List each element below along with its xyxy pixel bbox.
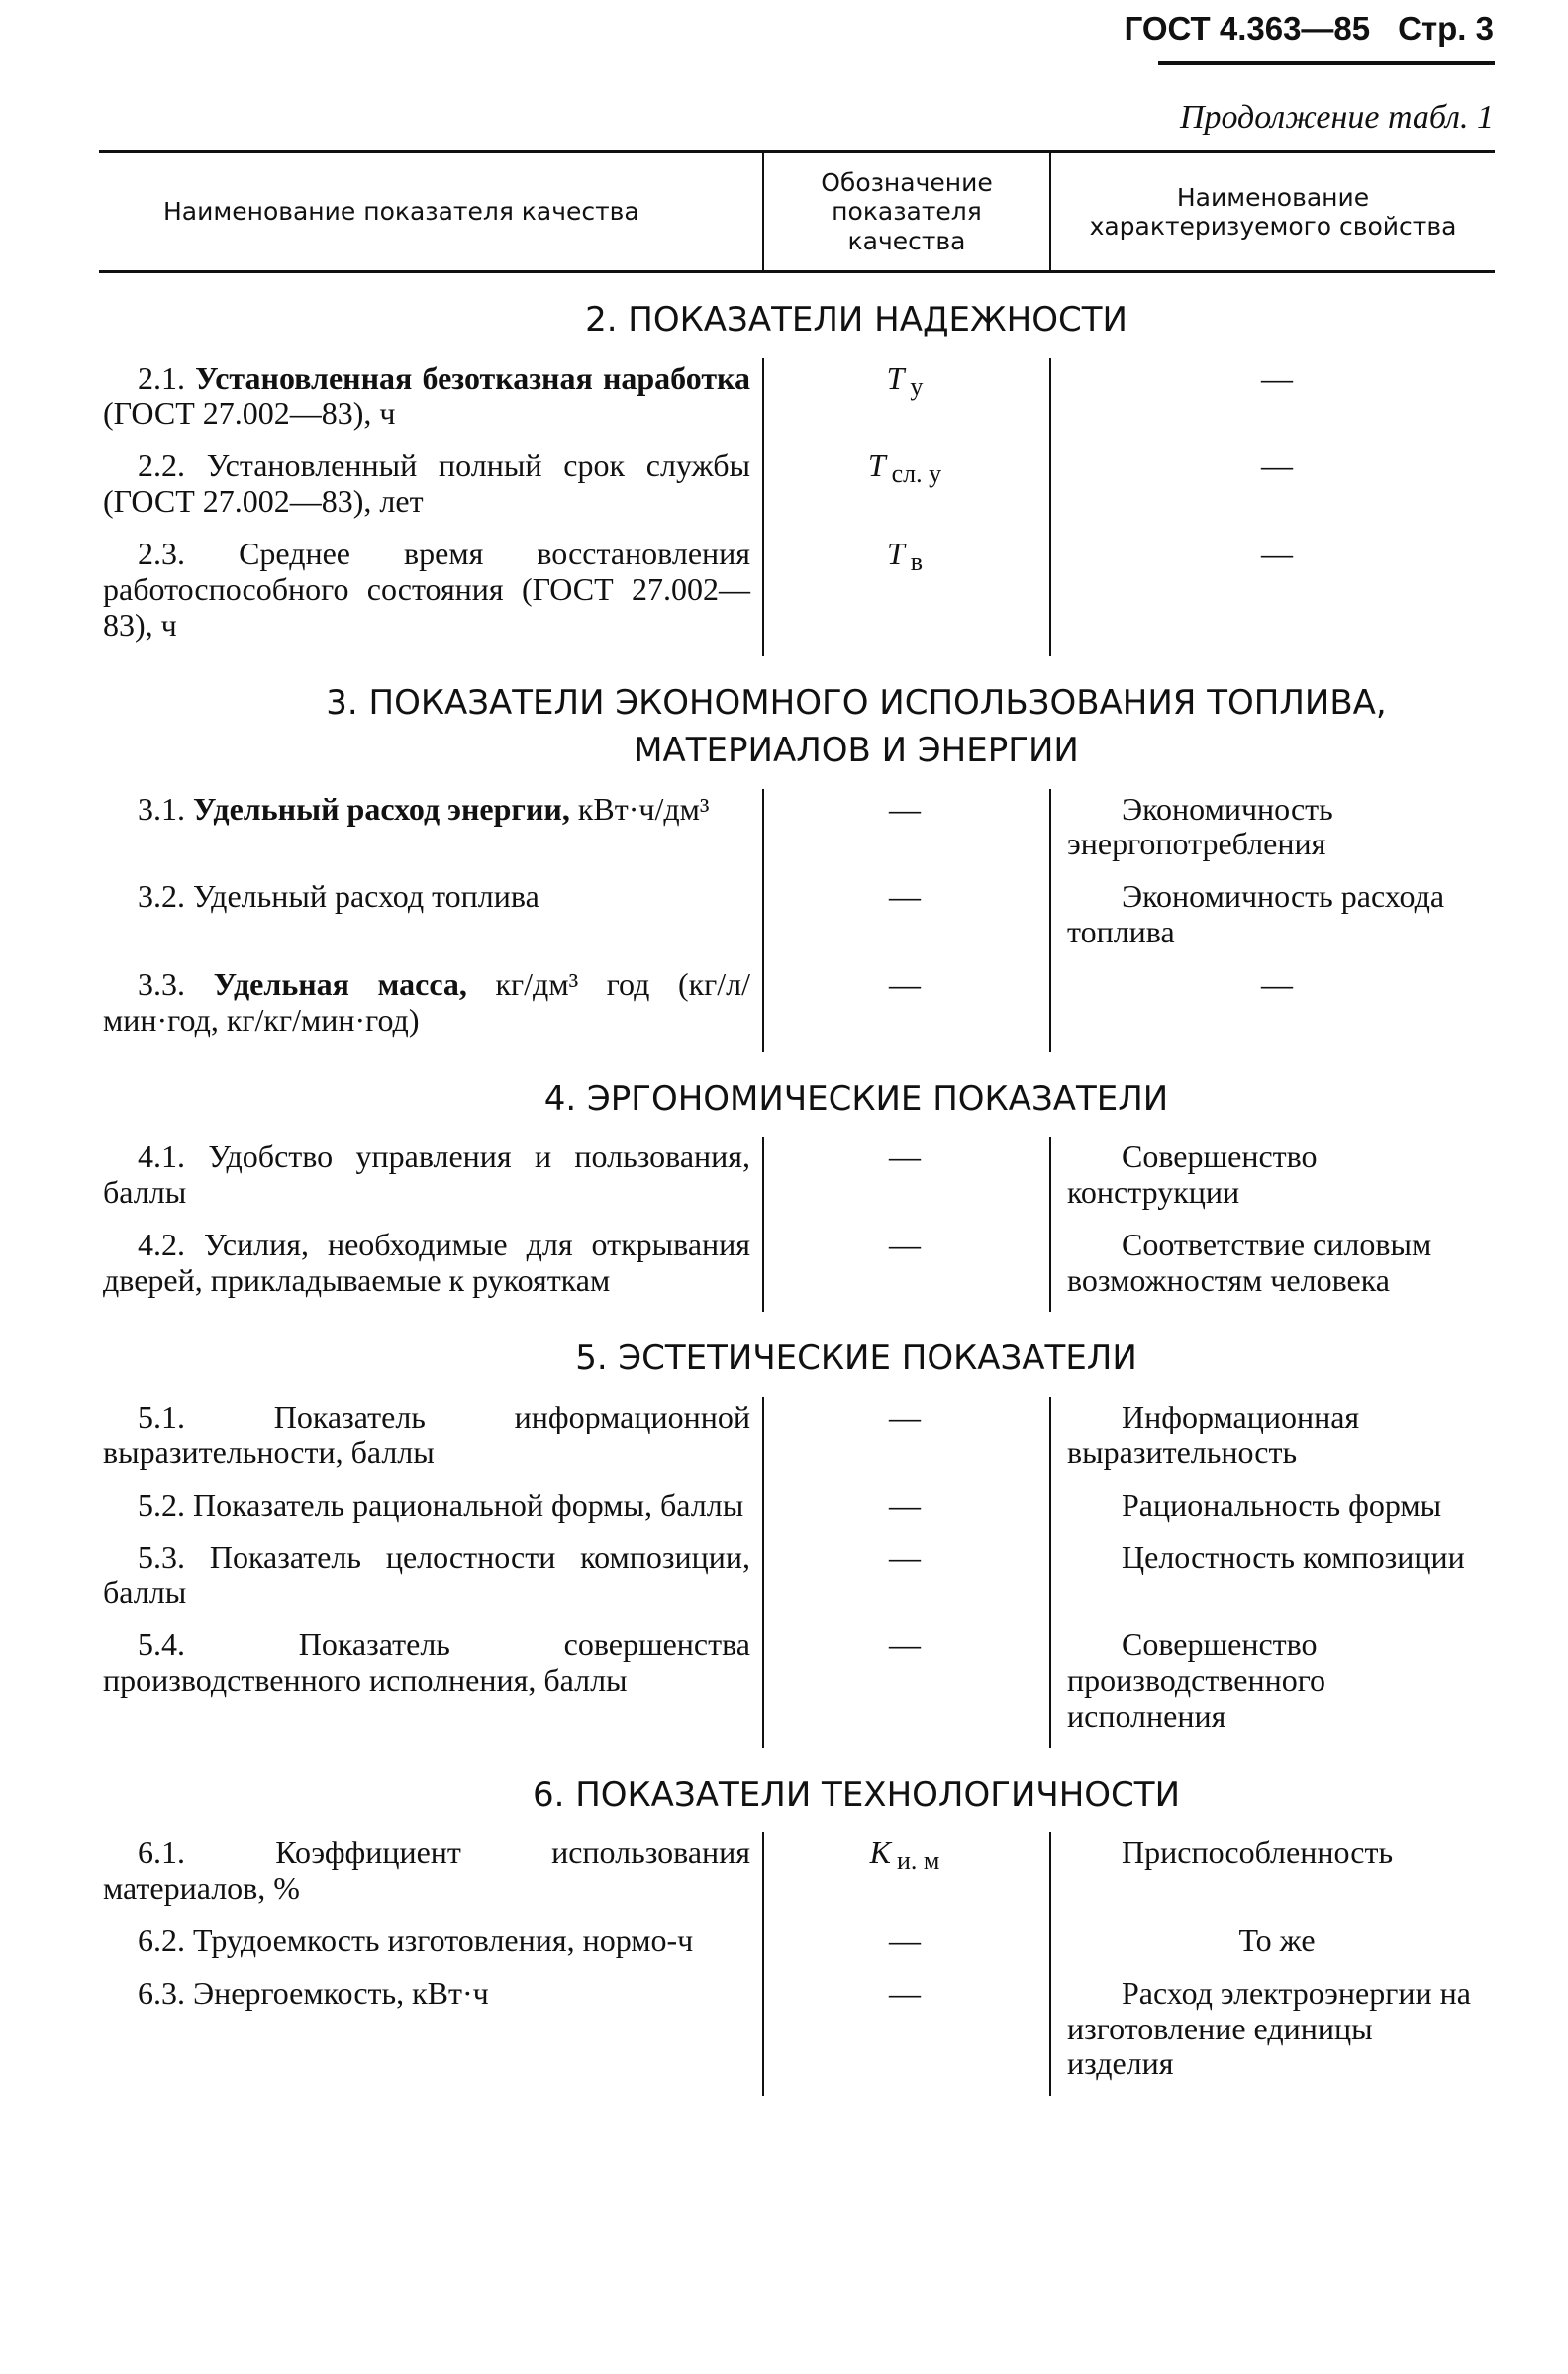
indicator-name-bold: Установленная безотказная наработка [195,359,751,396]
indicator-number: 6.1. [138,1834,185,1871]
property-name-cell: Целостность композиции [1049,1537,1495,1626]
property-name-cell: — [1049,534,1495,656]
indicator-number: 2.1. [138,359,185,396]
indicator-code-cell [762,358,1049,446]
indicator-name: Удобство управления и пользования, баллы [103,1138,751,1210]
property-name-cell: Экономичность энергопотребления [1049,789,1495,877]
indicator-name: Энергоемкость, кВт·ч [193,1974,489,2011]
header-rule [1158,61,1495,65]
indicator-code-cell [762,964,1049,1052]
indicator-code: — [889,1486,921,1523]
indicator-number: 5.4. [138,1627,185,1663]
indicator-code-cell [762,876,1049,964]
indicator-code-subscript: у [910,371,924,401]
property-name-cell: Рациональность формы [1049,1485,1495,1537]
indicator-number: 5.2. [138,1486,185,1523]
indicator-code: T [886,359,905,396]
indicator-name: Усилия, необходимые для открывания дверей, прикладываемые к рукояткам [103,1226,750,1298]
section-rows [99,789,1495,1052]
indicator-number: 5.3. [138,1538,185,1575]
property-name-cell: Приспособленность [1049,1832,1495,1921]
indicator-code-cell [762,1625,1049,1747]
section-title: 5. ЭСТЕТИЧЕСКИЕ ПОКАЗАТЕЛИ [575,1338,1137,1379]
indicator-number: 2.3. [138,535,185,571]
property-name-cell: Соответствие силовым возможностям человека [1049,1225,1495,1313]
indicator-code-cell [762,1921,1049,1973]
section-title: 6. ПОКАЗАТЕЛИ ТЕХНОЛОГИЧНОСТИ [532,1774,1181,1815]
property-name-cell: — [1049,964,1495,1052]
standard-number: ГОСТ 4.363—85 [1124,10,1371,47]
indicator-name: Показатель совершенства производственного исполнения, баллы [103,1627,751,1699]
section-rows [99,1397,1495,1748]
indicator-number: 2.2. [138,447,185,484]
indicator-code: — [889,1138,921,1175]
indicator-name-cell [99,1973,762,2096]
indicator-code: T [867,447,886,484]
indicator-name-cell [99,1625,762,1747]
indicator-name: Коэффициент использования материалов, % [103,1834,750,1907]
indicator-code: — [889,1627,921,1663]
section-rows [99,358,1495,657]
indicator-number: 3.1. [138,790,185,827]
section-title: 3. ПОКАЗАТЕЛИ ЭКОНОМНОГО ИСПОЛЬЗОВАНИЯ ТОПЛИВА, МАТЕРИАЛОВ И ЭНЕРГИИ [326,683,1387,770]
property-name-cell: Экономичность расхода топлива [1049,876,1495,964]
indicator-code: — [889,790,921,827]
quality-indicators-table [99,150,1495,2096]
property-name-cell: Совершенство конструкции [1049,1137,1495,1225]
table-continuation-label: Продолжение табл. 1 [1179,99,1494,136]
property-name-cell: — [1049,445,1495,534]
column-header-property-name: Наименование характеризуемого свойства [1049,153,1495,270]
indicator-name-cell [99,358,762,446]
indicator-code-subscript: и. м [896,1846,940,1876]
indicator-name: Удельный расход топлива [193,878,539,915]
indicator-number: 6.2. [138,1922,185,1958]
indicator-name-cell [99,534,762,656]
indicator-name-cell [99,1225,762,1313]
indicator-code-cell [762,1832,1049,1921]
property-name-cell: — [1049,358,1495,446]
property-name-cell: Информационная выразительность [1049,1397,1495,1485]
indicator-number: 6.3. [138,1974,185,2011]
indicator-code-cell [762,1137,1049,1225]
indicator-name-cell [99,1485,762,1537]
indicator-name: Показатель информационной выразительности, баллы [103,1399,750,1470]
section-rows [99,1832,1495,2096]
indicator-name: Среднее время восстановления работоспособного состояния (ГОСТ 27.002—83), ч [103,535,751,643]
property-name-cell: Расход электроэнергии на изготовление единицы изделия [1049,1973,1495,2096]
indicator-number: 3.3. [138,965,185,1002]
indicator-number: 4.2. [138,1226,185,1262]
indicator-name-cell [99,1832,762,1921]
indicator-name-cell [99,1921,762,1973]
property-name-cell: То же [1049,1921,1495,1973]
section-title: 2. ПОКАЗАТЕЛИ НАДЕЖНОСТИ [585,300,1127,340]
indicator-name-cell [99,1137,762,1225]
indicator-code: K [869,1834,891,1871]
indicator-code: T [886,535,905,571]
indicator-code-cell [762,1973,1049,2096]
indicator-code-cell [762,534,1049,656]
indicator-code-subscript: сл. у [891,459,942,489]
indicator-name: Установленный полный срок службы (ГОСТ 27.002—83), лет [103,447,751,520]
section-title: 4. ЭРГОНОМИЧЕСКИЕ ПОКАЗАТЕЛИ [543,1078,1169,1119]
indicator-code-cell [762,1537,1049,1626]
indicator-name: Трудоемкость изготовления, нормо-ч [193,1922,694,1958]
indicator-code: — [889,965,921,1002]
indicator-name-cell [99,1537,762,1626]
indicator-name-cell [99,876,762,964]
indicator-name-cell [99,964,762,1052]
property-name-cell: Совершенство производственного исполнения [1049,1625,1495,1747]
indicator-name: кг/дм³ год (кг/л/мин·год, кг/кг/мин·год) [103,965,751,1038]
indicator-code: — [889,1922,921,1958]
indicator-code: — [889,878,921,915]
column-header-indicator-code: Обозначение показателя качества [762,153,1049,270]
indicator-name: Показатель целостности композиции, баллы [103,1538,751,1611]
indicator-name: Показатель рациональной формы, баллы [193,1486,744,1523]
section-rows [99,1137,1495,1312]
indicator-number: 5.1. [138,1399,185,1435]
indicator-name-cell [99,1397,762,1485]
indicator-code: — [889,1399,921,1435]
indicator-number: 4.1. [138,1138,185,1175]
column-header-indicator-name: Наименование показателя качества [163,197,639,227]
indicator-number: 3.2. [138,878,185,915]
indicator-code-cell [762,445,1049,534]
indicator-code-cell [762,1485,1049,1537]
indicator-code-subscript: в [910,546,924,576]
indicator-code: — [889,1226,921,1262]
page-number: Стр. 3 [1398,10,1494,47]
indicator-code-cell [762,789,1049,877]
indicator-code-cell [762,1397,1049,1485]
table-sections [99,297,1495,2096]
indicator-code: — [889,1974,921,2011]
page-header [1125,10,1494,48]
indicator-name-bold: Удельный расход энергии, [193,790,570,827]
indicator-name: кВт·ч/дм³ [569,790,710,827]
indicator-name: (ГОСТ 27.002—83), ч [103,395,396,432]
indicator-code: — [889,1538,921,1575]
table-column-headers [99,153,1495,273]
indicator-name-cell [99,789,762,877]
indicator-name-bold: Удельная масса, [213,965,467,1002]
indicator-name-cell [99,445,762,534]
indicator-code-cell [762,1225,1049,1313]
